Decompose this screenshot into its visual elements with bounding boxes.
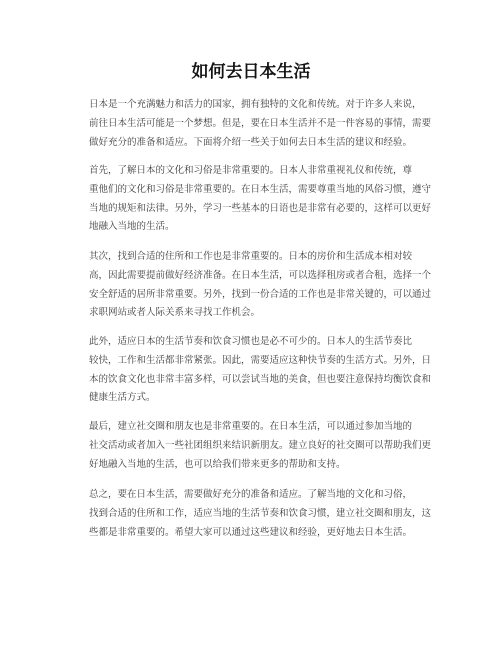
paragraph-line: 总之，要在日本生活，需要做好充分的准备和适应。了解当地的文化和习俗， bbox=[89, 489, 413, 500]
paragraph-line: 首先，了解日本的文化和习俗是非常重要的。日本人非常重视礼仪和传统，尊 bbox=[89, 165, 413, 176]
paragraph-line: 地融入当地的生活。 bbox=[89, 221, 175, 233]
paragraph-line: 其次，找到合适的住所和工作也是非常重要的。日本的房价和生活成本相对较 bbox=[89, 251, 413, 262]
paragraph-line: 此外，适应日本的生活节奏和饮食习惯也是必不可少的。日本人的生活节奏比 bbox=[89, 336, 413, 347]
paragraph-line: 前往日本生活可能是一个梦想。但是，要在日本生活并不是一件容易的事情，需要 bbox=[89, 117, 432, 129]
paragraph-intro bbox=[89, 96, 432, 152]
paragraph-line: 安全舒适的居所非常重要。另外，找到一份合适的工作也是非常关键的，可以通过 bbox=[89, 288, 432, 300]
document-title: 如何去日本生活 bbox=[191, 62, 311, 82]
paragraph-line: 做好充分的准备和适应。下面将介绍一些关于如何去日本生活的建议和经验。 bbox=[89, 136, 413, 148]
paragraph-line: 社交活动或者加入一些社团组织来结识新朋友。建立良好的社交圈可以帮助我们更 bbox=[89, 439, 432, 451]
paragraph-line: 较快，工作和生活都非常紧张。因此，需要适应这种快节奏的生活方式。另外，日 bbox=[89, 354, 432, 366]
paragraph-line: 高，因此需要提前做好经济准备。在日本生活，可以选择租房或者合租，选择一个 bbox=[89, 269, 432, 281]
paragraph-line: 当地的规矩和法律。另外，学习一些基本的日语也是非常有必要的，这样可以更好 bbox=[89, 202, 432, 214]
paragraph-line: 求职网站或者人际关系来寻找工作机会。 bbox=[89, 307, 261, 319]
paragraph-culture bbox=[89, 162, 432, 237]
paragraph-line: 找到合适的住所和工作，适应当地的生活节奏和饮食习惯，建立社交圈和朋友，这 bbox=[89, 507, 432, 519]
paragraph-social bbox=[89, 418, 432, 474]
paragraph-line: 最后，建立社交圈和朋友也是非常重要的。在日本生活，可以通过参加当地的 bbox=[89, 421, 413, 432]
paragraph-line: 本的饮食文化也非常丰富多样，可以尝试当地的美食，但也要注意保持均衡饮食和 bbox=[89, 373, 432, 385]
paragraph-line: 健康生活方式。 bbox=[89, 392, 156, 404]
paragraph-line: 日本是一个充满魅力和活力的国家，拥有独特的文化和传统。对于许多人来说， bbox=[89, 99, 422, 110]
paragraph-line: 好地融入当地的生活，也可以给我们带来更多的帮助和支持。 bbox=[89, 458, 346, 470]
paragraph-line: 重他们的文化和习俗是非常重要的。在日本生活，需要尊重当地的风俗习惯，遵守 bbox=[89, 183, 432, 195]
paragraph-lifestyle bbox=[89, 333, 432, 408]
paragraph-conclusion bbox=[89, 486, 432, 542]
paragraph-line: 些都是非常重要的。希望大家可以通过这些建议和经验，更好地去日本生活。 bbox=[89, 526, 413, 538]
paragraph-housing-work bbox=[89, 248, 432, 323]
